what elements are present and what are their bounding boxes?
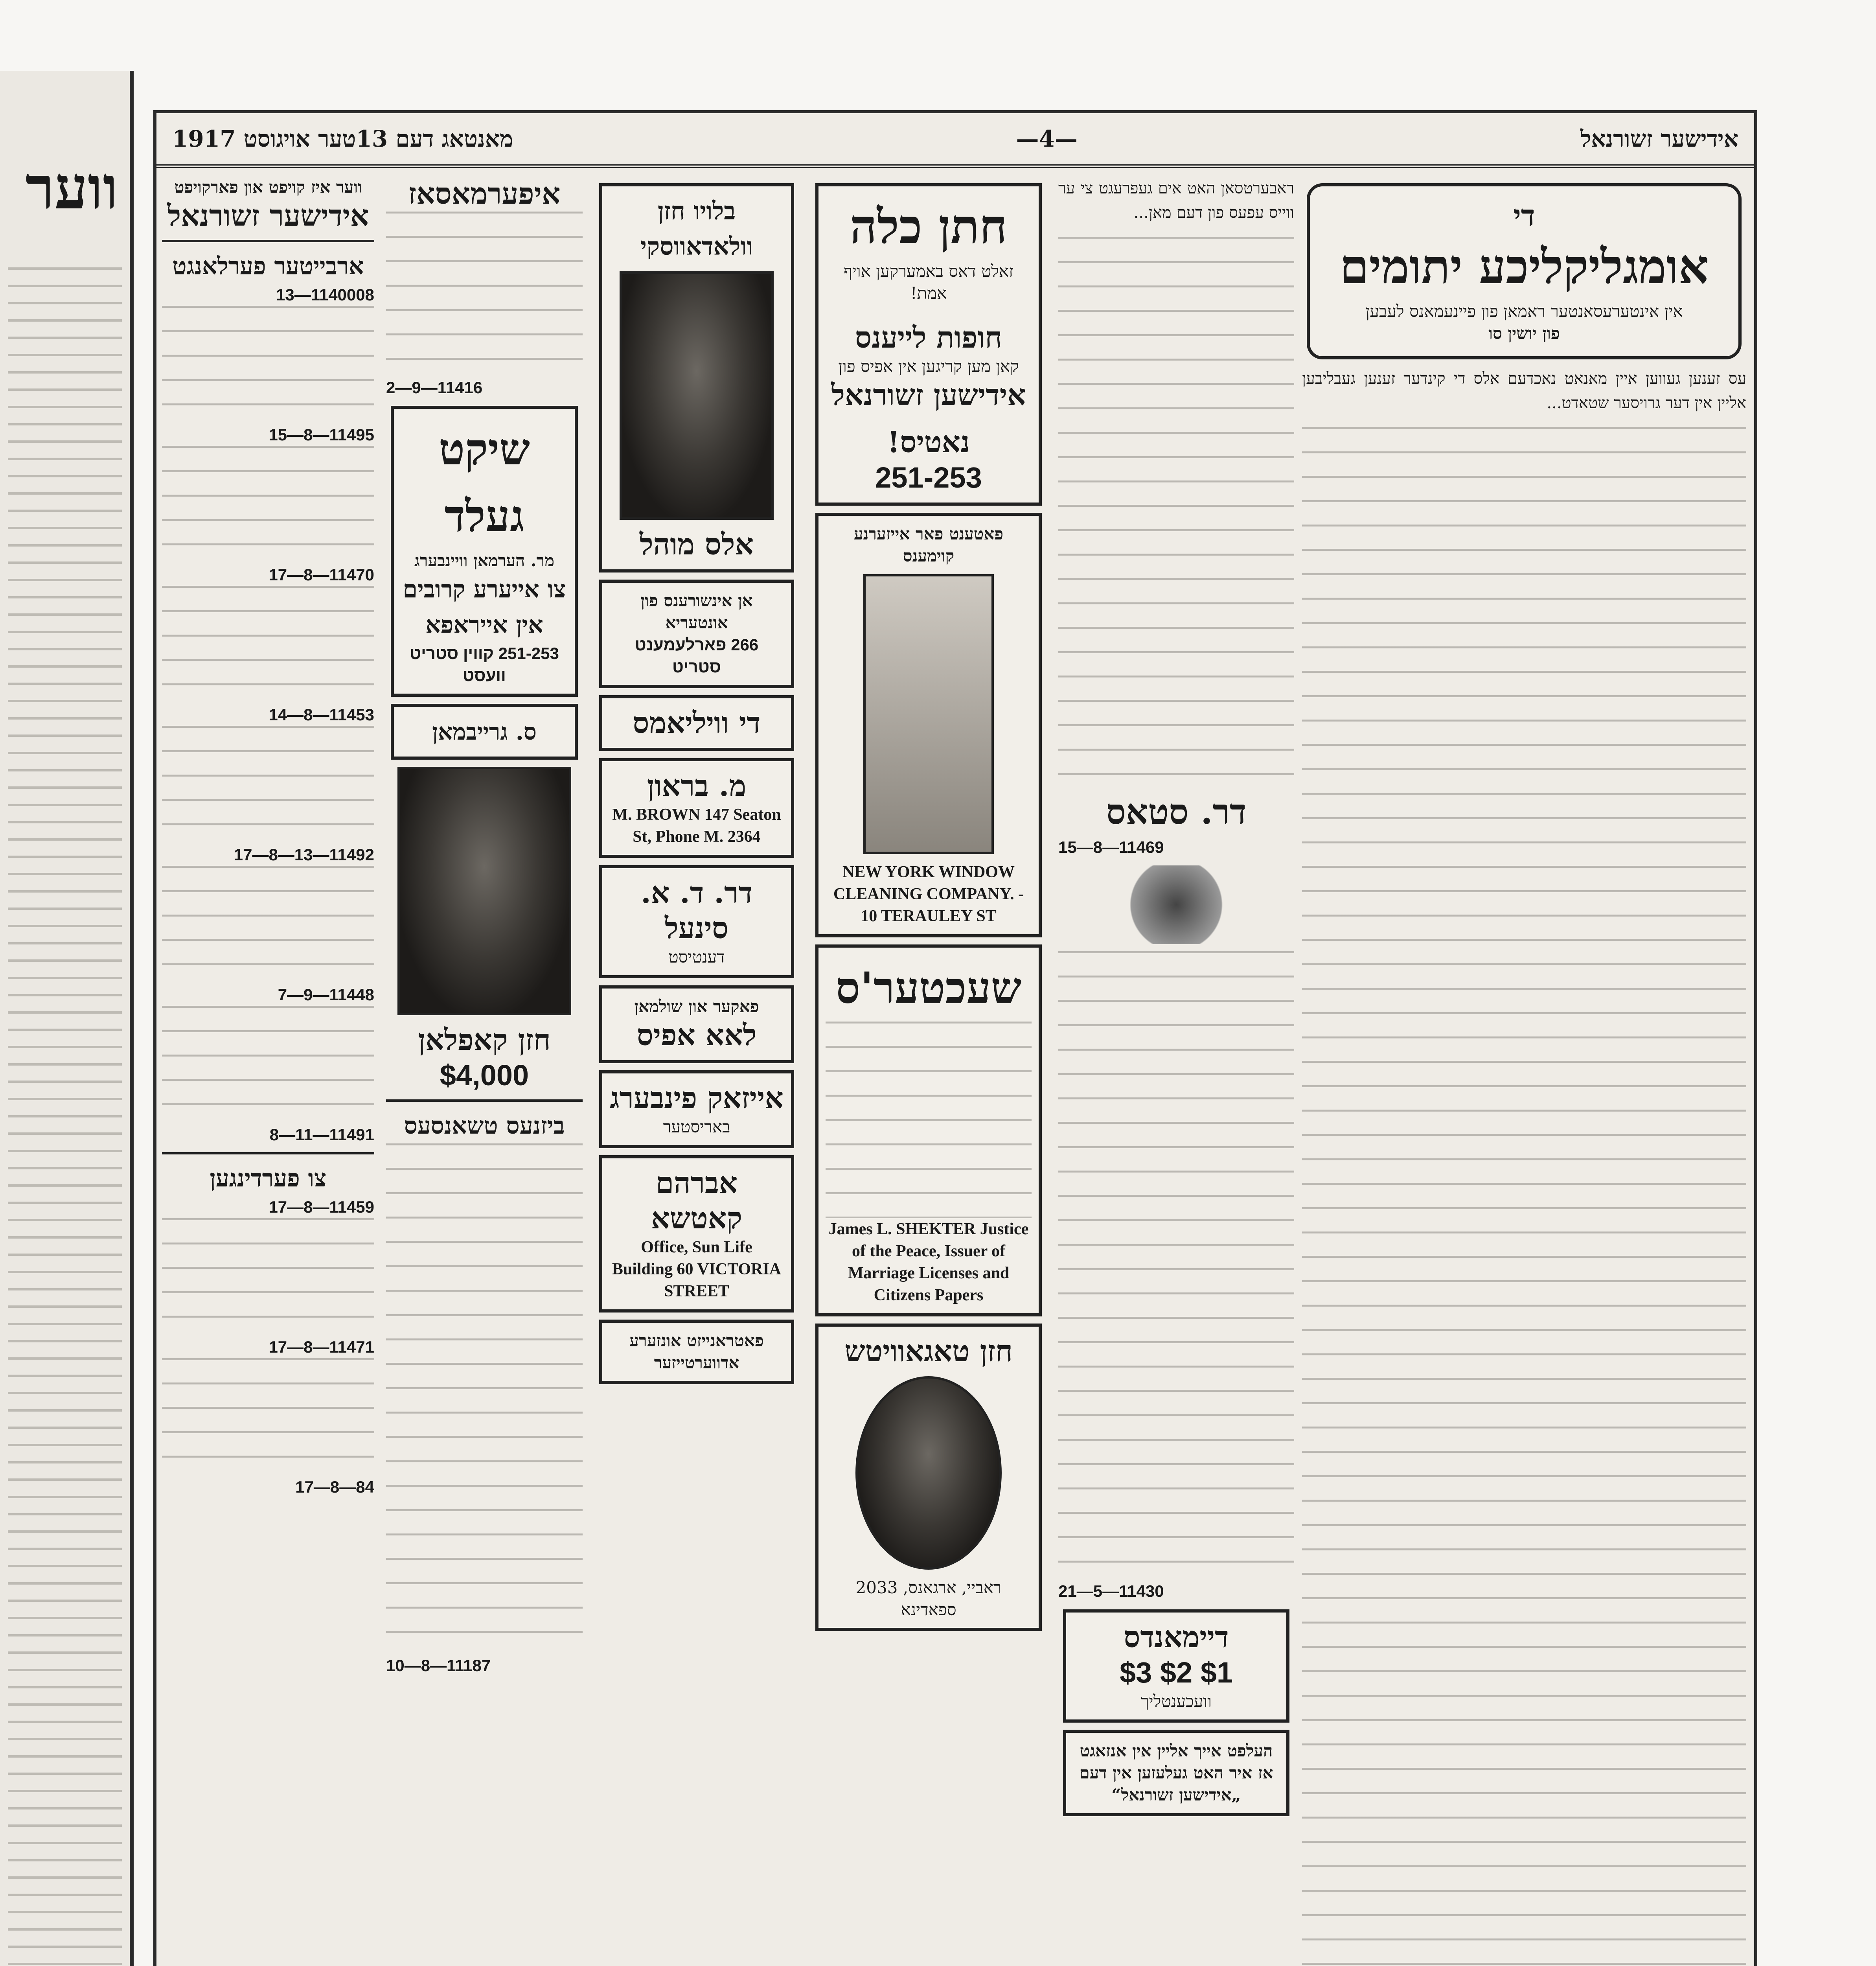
- fine-title: אייזאק פינבערג: [610, 1081, 784, 1115]
- feature-title-top: די: [1513, 199, 1535, 233]
- feature-body-text: [1302, 427, 1746, 1966]
- window-cleaning-text: NEW YORK WINDOW CLEANING COMPANY. - 10 TERAULEY ST: [833, 863, 1024, 925]
- packer-ad: [599, 985, 794, 1063]
- ads-column-1: [811, 176, 1047, 1966]
- kattscho-title: אברהם קאטשא: [651, 1166, 742, 1235]
- price-4000: $4,000: [440, 1059, 529, 1092]
- classifieds-bottom-ref: 84—8—17: [295, 1478, 374, 1496]
- dentist-ad: [599, 865, 794, 978]
- wedding-price: 251-253: [875, 461, 982, 494]
- window-cleaner-illustration: [863, 574, 994, 854]
- ref1: 11416—9—2: [386, 378, 483, 397]
- chasan-kale-sub: זאלט דאס באמערקען אויף אמת!: [844, 261, 1013, 303]
- classifieds-section-1: ארבייטער פערלאנגט: [172, 252, 364, 280]
- classified-ref-1: 1140008—13: [276, 285, 374, 304]
- chazan-caption: ראביי, ארגאנס, 2033 ספאדינא: [855, 1578, 1002, 1619]
- shekhter-title: שעכטער'ס: [835, 963, 1022, 1013]
- classifieds-body-5: [162, 866, 374, 984]
- feature-title-box: [1307, 183, 1742, 359]
- agent-title: ס. גרייבמאן: [432, 718, 537, 745]
- gold-address: 251-253 קווין סטריט וועסט: [410, 644, 559, 685]
- classifieds-body-2: [162, 446, 374, 564]
- classified-ref-4: 11453—8—14: [269, 705, 374, 724]
- feature-byline: פון יושין סו: [1488, 324, 1560, 343]
- top-title: איפערמאסאז: [408, 177, 561, 211]
- classified-ref-8: 11459—8—17: [269, 1198, 374, 1216]
- classifieds-top-title: ווער איז קויפט און פארקויפט: [174, 177, 362, 197]
- classifieds-body-8: [162, 1358, 374, 1476]
- kronen-title: צו אייערע קרובים אין אייראפא: [403, 576, 566, 639]
- feature-subtitle: אין אינטערעסאנטער ראמאן פון פיינעמאנס לעבען: [1365, 302, 1683, 321]
- middle-body-text-lower: [1058, 951, 1294, 1580]
- fine-sub: באריסטער: [663, 1117, 730, 1136]
- gold-sub: מר. הערמאן וויינבערג: [414, 551, 555, 570]
- dentist-sub: דענטיסט: [668, 947, 725, 966]
- middle-column: [1058, 176, 1294, 1966]
- header-page-number: —4—: [1016, 125, 1078, 152]
- chazan-wladowsky-ad: [599, 183, 794, 572]
- insurance-ad: [599, 580, 794, 688]
- fine-ad: [599, 1070, 794, 1148]
- rabbi-name: חזן קאפלאן: [418, 1023, 551, 1057]
- middle-text: ראבערטסאן האט אים געפרעגט צי ער ווייס עפעס פון דעם מאן...: [1058, 179, 1294, 222]
- brown-title: מ. בראון: [647, 769, 747, 803]
- classifieds-body-4: [162, 726, 374, 844]
- newspaper-page: [153, 110, 1757, 1966]
- classifieds-body-3: [162, 586, 374, 704]
- classifieds-body-1: [162, 306, 374, 424]
- wedding-paper-name: אידישען זשורנאל: [831, 378, 1026, 412]
- business-title: ביזנעס טשאנסעס: [404, 1112, 565, 1139]
- bottom-notice: העלפט אייך אליין אין אנזאגט אז איר האט געלעזען אין דעם „אידישען זשורנאל“: [1063, 1730, 1289, 1816]
- shekhter-ad: [815, 944, 1042, 1316]
- kattscho-english: Office, Sun Life Building 60 VICTORIA STREET: [612, 1238, 782, 1300]
- adjacent-page-text: [8, 267, 122, 1966]
- dentist-title: דר. ד. א. סינעל: [641, 876, 752, 945]
- agent-ad: [391, 704, 578, 760]
- mohel-title: אלס מוהל: [640, 528, 754, 561]
- top-body: [386, 212, 583, 377]
- feature-column: [1302, 176, 1746, 1966]
- chazan-name: חזן טאגאוויטש: [844, 1335, 1013, 1368]
- classifieds-body-6: [162, 1006, 374, 1124]
- diamonds-sub: וועכענטליך: [1141, 1692, 1212, 1711]
- classified-ref-6: 11448—9—7: [278, 985, 374, 1004]
- classified-ref-2: 11495—8—15: [269, 425, 374, 444]
- feature-text: עס זענען געווען איין מאנאט נאכדעם אלס די קינדער זענען געבליבען אליין אין דער גרויסער שטאדט...: [1302, 370, 1746, 412]
- classifieds-column: [162, 176, 374, 1966]
- classifieds-body-7: [162, 1218, 374, 1336]
- packer-title: פאקער און שולמאן: [634, 997, 759, 1016]
- shekhter-english: James L. SHEKTER Justice of the Peace, Issuer of Marriage Licenses and Citizens Papers: [828, 1220, 1029, 1304]
- shekhter-body: [826, 1022, 1032, 1218]
- diamonds-title: דיימאנדס: [1124, 1620, 1229, 1654]
- insurance-title: אן אינשורענס פון אונטעריא: [640, 591, 753, 632]
- page-header: [156, 113, 1754, 168]
- classifieds-paper-name: אידישער זשורנאל: [167, 199, 369, 233]
- doctor-ref: 11469—8—15: [1058, 838, 1164, 856]
- doctor-headline: דר. סטאס: [1106, 791, 1247, 832]
- wedding-sub: קאן מען קריגען אין אפיס פון: [838, 357, 1019, 376]
- coat-of-arms-icon: [1125, 865, 1227, 944]
- brown-ad: [599, 758, 794, 858]
- header-masthead: אידישער זשורנאל: [1580, 125, 1738, 152]
- classified-ref-7: 11491—11—8: [269, 1125, 374, 1144]
- ref-bottom: 11187—8—10: [386, 1656, 491, 1675]
- gold-title: שיקט געלד: [438, 424, 530, 541]
- classified-ref-3: 11470—8—17: [269, 565, 374, 584]
- classified-ref-9: 11471—8—17: [269, 1338, 374, 1356]
- patronize-ad: [599, 1320, 794, 1384]
- gold-ad: [391, 406, 578, 697]
- notice-ref: 11430—5—21: [1058, 1582, 1164, 1600]
- rabbi-portrait: [397, 767, 571, 1015]
- law-office-title: לאא אפיס: [636, 1018, 757, 1052]
- diamonds-prices: $1 $2 $3: [1119, 1656, 1233, 1689]
- header-date: 1917 מאנטאג דעם 13טער אויגוסט: [172, 125, 513, 152]
- wedding-title: חופות לייענס: [855, 321, 1002, 355]
- feature-title: אומגליקליכע יתומים: [1339, 239, 1709, 295]
- insurance-address: 266 פארלעמענט סטריט: [635, 635, 759, 676]
- diamonds-ad: [1063, 1609, 1289, 1723]
- classified-ref-5: 11492—13—8—17: [234, 845, 374, 864]
- ads-column-3: [386, 176, 583, 1966]
- notice-title: נאטיס!: [887, 425, 970, 459]
- chimney-ad: [815, 513, 1042, 937]
- williams-ad: [599, 695, 794, 751]
- chasan-kale-title: חתן כלה: [850, 199, 1008, 254]
- chasan-kale-ad: [815, 183, 1042, 506]
- williams-title: די וויליאמס: [633, 706, 761, 740]
- divider: [386, 1099, 583, 1102]
- middle-body-text-upper: [1058, 237, 1294, 787]
- adjacent-page-strip: [0, 71, 134, 1966]
- classifieds-section-2: צו פערדינגען: [210, 1165, 327, 1192]
- classifieds-rule-1: [162, 240, 374, 242]
- ads-column-2: [594, 176, 799, 1966]
- chazan-wladowsky-title: בלויו חזן וולאדאווסקי: [640, 197, 753, 261]
- classifieds-rule-2: [162, 1152, 374, 1154]
- chazan-ad: [815, 1324, 1042, 1631]
- chazan-wladowsky-portrait: [620, 271, 774, 520]
- chimney-title: פאטענט פאר אייזערנע קוימענס: [853, 524, 1004, 565]
- business-body: [386, 1143, 583, 1655]
- patronize-title: פאטראנייזט אונזערע אדווערטייזער: [629, 1331, 764, 1372]
- kattscho-ad: [599, 1155, 794, 1313]
- brown-english: M. BROWN 147 Seaton St, Phone M. 2364: [612, 806, 781, 846]
- adjacent-page-masthead: ווער: [25, 153, 118, 223]
- chazan-portrait: [855, 1376, 1002, 1570]
